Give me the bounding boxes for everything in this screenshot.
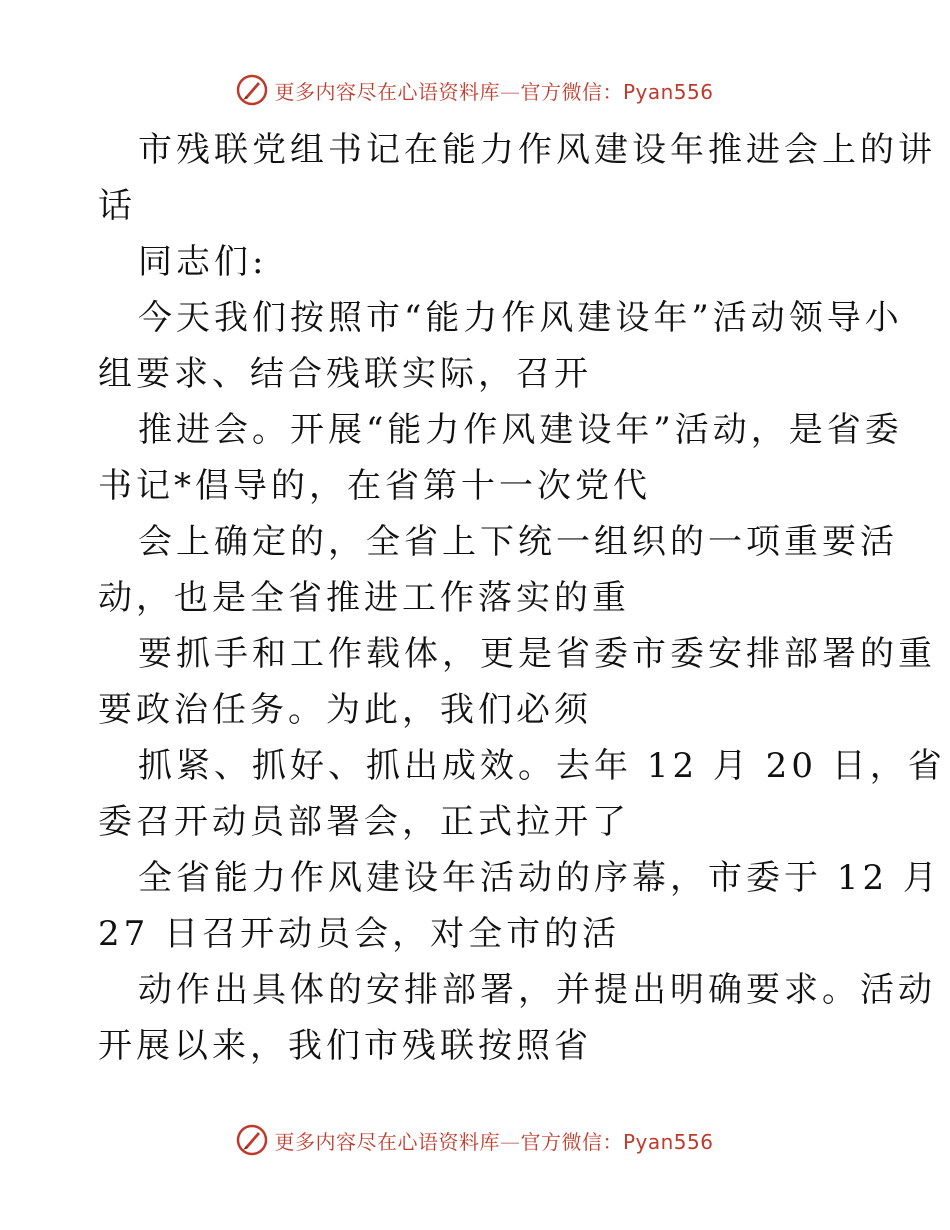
paragraph-line: 抓紧、抓好、抓出成效。去年 12 月 20 日，省: [138, 746, 946, 786]
paragraph-line: 组要求、结合残联实际，召开: [98, 354, 592, 394]
paragraph-line: 要政治任务。为此，我们必须: [98, 690, 592, 730]
paragraph-line: 动，也是全省推进工作落实的重: [98, 578, 630, 618]
paragraph-line: 会上确定的，全省上下统一组织的一项重要活: [138, 522, 898, 562]
document-body: [98, 122, 946, 1074]
paragraph-line: 推进会。开展“能力作风建设年”活动，是省委: [138, 410, 903, 450]
quill-logo-icon: [236, 1124, 268, 1156]
paragraph-line: 开展以来，我们市残联按照省: [98, 1026, 592, 1066]
paragraph-line: 要抓手和工作载体，更是省委市委安排部署的重: [138, 634, 936, 674]
watermark-text: 更多内容尽在心语资料库—官方微信：Pyan556: [274, 79, 714, 104]
paragraph-line: 今天我们按照市“能力作风建设年”活动领导小: [138, 298, 903, 338]
paragraph-line: 全省能力作风建设年活动的序幕，市委于 12 月: [138, 858, 941, 898]
paragraph-line: 27 日召开动员会，对全市的活: [98, 914, 621, 954]
watermark-footer: [0, 1120, 950, 1160]
document-title-line: 市残联党组书记在能力作风建设年推进会上的讲: [138, 130, 936, 170]
watermark-header: [0, 70, 950, 110]
paragraph-line: 动作出具体的安排部署，并提出明确要求。活动: [138, 970, 936, 1010]
watermark-text: 更多内容尽在心语资料库—官方微信：Pyan556: [274, 1129, 714, 1154]
document-title-line: 话: [98, 186, 136, 226]
salutation: 同志们:: [138, 242, 268, 282]
paragraph-line: 书记*倡导的，在省第十一次党代: [98, 466, 651, 506]
paragraph-line: 委召开动员部署会，正式拉开了: [98, 802, 630, 842]
quill-logo-icon: [236, 74, 268, 106]
